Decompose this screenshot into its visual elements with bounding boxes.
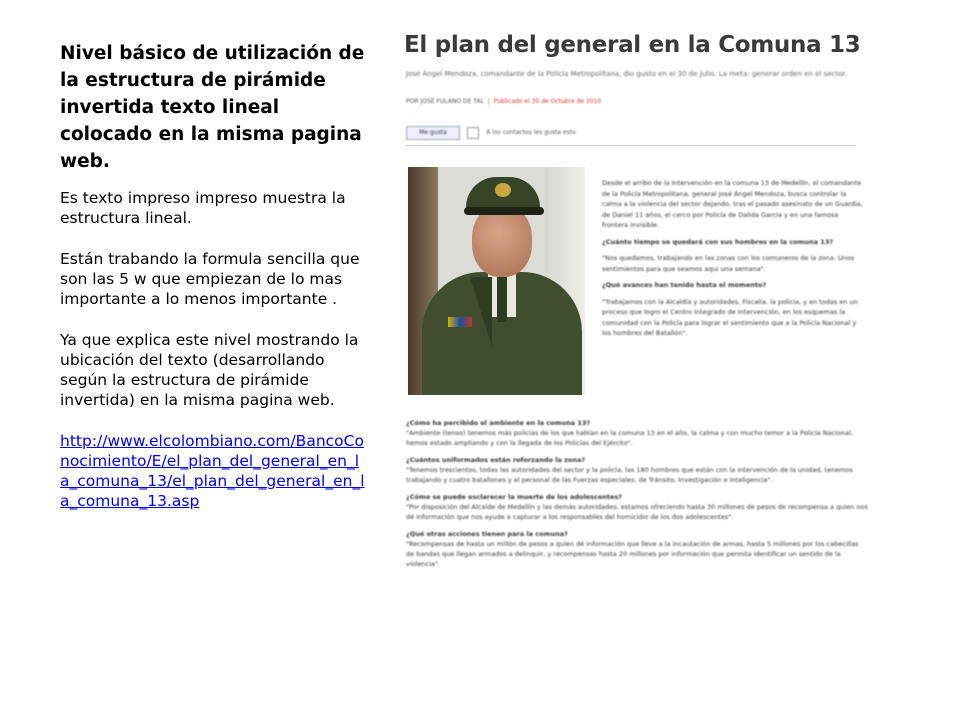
body-question: ¿Qué avances han tenido hasta el momento? [602, 281, 767, 289]
body-paragraph: "Por disposición del Alcalde de Medellín y las demás autoridades, estamos ofreciendo hasta 30 millones de pesos de recompensa a quien nos dé información que nos ayude a capturar a los responsables del homicidio de los dos adolescentes". [406, 503, 868, 521]
byline-date: Publicado el 30 de Octubre de 2010 [493, 98, 602, 105]
body-paragraph: Desde el arribo de la Intervención en la comuna 13 de Medellín, el comandante de la Policía Metropolitana, general José Ángel Mendoza, busca controlar la calma a la violencia del sector dejando, tras el pasado asesinato de un Guardia, de Daniel 11 años, el cerco por Policía de Dalida García y en una famosa frontera invisible. [602, 179, 863, 229]
photo-tie [497, 277, 507, 322]
body-paragraph: "Trabajamos con la Alcaldía y autoridades, Fiscalía, la policía, y en todas en un proceso que logro el Centro Integrado de Intervención, en los esquemas la comunidad con la Policía para lograr el sentimiento que a la Policía Nacional y los hombres del Batallón". [602, 297, 858, 337]
body-paragraph: "Recompensas de hasta un millón de pesos a quien dé información que lleve a la incautación de armas, hasta 5 millones por los cabecillas de bandas que llegan armados a delinquir, y recompensas hasta 20 millones por información que permita identificar un sentido de la violencia". [406, 540, 859, 568]
photo-medal-ribbon [448, 317, 472, 327]
clipping-lead: José Ángel Mendoza, comandante de la Policía Metropolitana, dio gusto en el 30 de Julio. La meta: generar orden en el sector. [406, 70, 847, 78]
social-bar [406, 122, 606, 136]
general-photo [408, 167, 585, 395]
clipping-headline: El plan del general en la Comuna 13 [404, 32, 861, 58]
body-paragraph: "Tenemos trescientos, todas las autoridades del sector y la policía, las 180 hombres que están con la intervención de la unidad, tenemos trabajando y cuatro batallones y el personal de las Fuerzas especiales, de Tránsito, Investigación e Inteligencia". [406, 466, 853, 484]
body-question: ¿Cuántos uniformados están reforzando la zona? [406, 456, 586, 464]
body-question: ¿Cómo ha percibido el ambiente en la comuna 13? [406, 419, 591, 427]
photo-face [472, 205, 532, 277]
newspaper-clipping-image [402, 30, 872, 640]
photo-lapel [470, 277, 492, 347]
body-question: ¿Cuánto tiempo se quedará con sus hombres en la comuna 13? [602, 237, 834, 246]
photo-cap-badge [495, 183, 511, 197]
clipping-body-text [602, 178, 864, 345]
slide-text-column [60, 40, 365, 511]
byline-author: POR JOSÉ FULANO DE TAL [406, 98, 484, 105]
body-paragraph: "Ambiente (tenso) tenemos más policías de los que habían en la comuna 13 en el año, la calma y con mucho temor a la Policía Nacional, hemos estado ampliando y con la llegada de los Policías del Ejército". [406, 429, 853, 447]
body-question: ¿Cómo se puede esclarecer la muerte de los adolescentes? [406, 493, 623, 501]
paragraph-1: Es texto impreso impreso muestra la estructura lineal. [60, 189, 346, 227]
like-button: Me gusta [406, 126, 460, 140]
divider [406, 145, 856, 146]
photo-cap-visor [464, 207, 544, 215]
clipping-full-width-text [406, 418, 868, 576]
paragraph-2: Están trabando la formula sencilla que son las 5 w que empiezan de lo mas importante a lo menos importante . [60, 250, 360, 308]
source-link[interactable]: http://www.elcolombiano.com/BancoConocimiento/E/el_plan_del_general_en_la_comuna_13/el_plan_del_general_en_la_comuna_13.asp [60, 432, 365, 510]
slide-title: Nivel básico de utilización de la estructura de pirámide invertida texto lineal colocado en la misma pagina web. [60, 43, 365, 172]
social-text: A los contactos les gusta esto. [486, 129, 578, 136]
share-icon [467, 127, 479, 139]
body-paragraph: "Nos quedamos, trabajando en las zonas con los comuneros de la zona. Unos sentimientos para que seamos aquí una semana". [602, 254, 855, 273]
clipping-byline: POR JOSÉ FULANO DE TAL | Publicado el 30 de Octubre de 2010 [406, 98, 602, 105]
body-question: ¿Qué otras acciones tienen para la comuna? [406, 530, 568, 538]
paragraph-3: Ya que explica este nivel mostrando la ubicación del texto (desarrollando según la estructura de pirámide invertida) en la misma pagina web. [60, 331, 359, 409]
